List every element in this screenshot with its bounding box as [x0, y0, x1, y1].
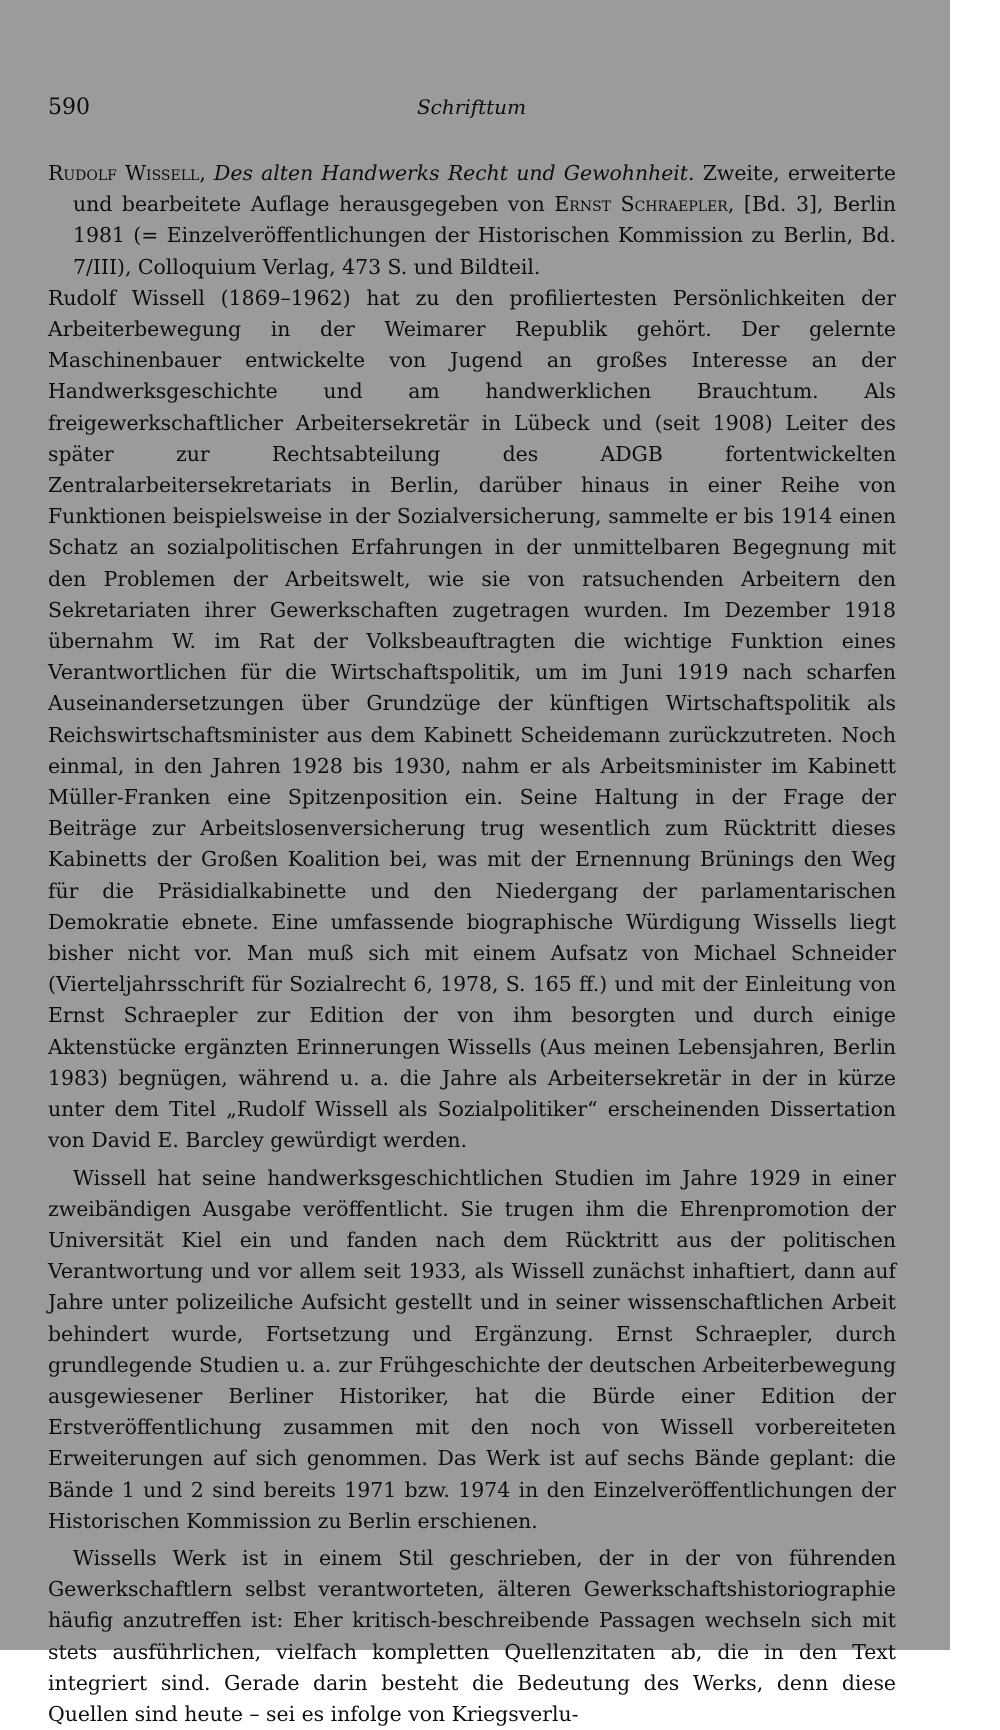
review-author: Rudolf Wissell	[48, 161, 200, 185]
review-author-separator: ,	[199, 161, 215, 185]
paragraph-2: Wissell hat seine handwerksgeschichtlichen Studien im Jahre 1929 in einer zweibändigen Ausgabe veröffentlicht. Sie trugen ihm die Ehrenpromotion der Universität Kiel ein und fanden nach dem Rücktritt aus der politischen Verantwortung und vor allem seit 1933, als Wissell zunächst inhaftiert, dann auf Jahre unter polizeiliche Aufsicht gestellt und in seiner wissenschaftlichen Arbeit behindert wurde, Fortsetzung und Ergänzung. Ernst Schraepler, durch grundlegende Studien u. a. zur Frühgeschichte der deutschen Arbeiterbewegung ausgewiesener Berliner Historiker, hat die Bürde einer Edition der Erstveröffentlichung zusammen mit den noch von Wissell vorbereiteten Erweiterungen auf sich genommen. Das Werk ist auf sechs Bände geplant: die Bände 1 und 2 sind bereits 1971 bzw. 1974 in den Einzelveröffentlichungen der Historischen Kommission zu Berlin erschienen.	[48, 1165, 896, 1533]
review-title: Des alten Handwerks Recht und Gewohnheit.	[214, 161, 695, 185]
bibliographic-entry	[48, 158, 896, 283]
review-edition-pre: Zweite, erweiterte und bearbeitete Auflage herausgegeben von	[73, 161, 897, 217]
page-number: 590	[48, 95, 90, 120]
running-head: Schrifttum	[416, 95, 527, 119]
paragraph-1: Rudolf Wissell (1869–1962) hat zu den profiliertesten Persönlichkeiten der Arbeiterbewegung in der Weimarer Republik gehört. Der gelernte Maschinenbauer entwickelte von Jugend an großes Interesse an der Handwerksgeschichte und am handwerklichen Brauchtum. Als freigewerkschaftlicher Arbeitersekretär in Lübeck und (seit 1908) Leiter des später zur Rechtsabteilung des ADGB fortentwickelten Zentralarbeitersekretariats in Berlin, darüber hinaus in einer Reihe von Funktionen beispielsweise in der Sozialversicherung, sammelte er bis 1914 einen Schatz an sozialpolitischen Erfahrungen in der unmittelbaren Begegnung mit den Problemen der Arbeitswelt, wie sie von ratsuchenden Arbeitern den Sekretariaten ihrer Gewerkschaften zugetragen wurden. Im Dezember 1918 übernahm W. im Rat der Volksbeauftragten die wichtige Funktion eines Verantwortlichen für die Wirtschaftspolitik, um im Juni 1919 nach scharfen Auseinandersetzungen über Grundzüge der künftigen Wirtschaftspolitik als Reichswirtschaftsminister aus dem Kabinett Scheidemann zurückzutreten. Noch einmal, in den Jahren 1928 bis 1930, nahm er als Arbeitsminister im Kabinett Müller-Franken eine Spitzenposition ein. Seine Haltung in der Frage der Beiträge zur Arbeitslosenversicherung trug wesentlich zum Rücktritt dieses Kabinetts der Großen Koalition bei, was mit der Ernennung Brünings den Weg für die Präsidialkabinette und den Niedergang der parlamentarischen Demokratie ebnete. Eine umfassende biographische Würdigung Wissells liegt bisher nicht vor. Man muß sich mit einem Aufsatz von Michael Schneider (Vierteljahrsschrift für Sozialrecht 6, 1978, S. 165 ff.) und mit der Einleitung von Ernst Schraepler zur Edition der von ihm besorgten und durch einige Aktenstücke ergänzten Erinnerungen Wissells (Aus meinen Lebensjahren, Berlin 1983) begnügen, während u. a. die Jahre als Arbeitersekretär in der in kürze unter dem Titel „Rudolf Wissell als Sozialpolitiker“ erscheinenden Dissertation von David E. Barcley gewürdigt werden.	[48, 285, 896, 1153]
review-editor: Ernst Schraepler	[554, 192, 728, 217]
page-header	[48, 95, 895, 125]
body-text	[48, 158, 896, 1730]
paragraph-3: Wissells Werk ist in einem Stil geschrieben, der in der von führenden Gewerkschaftlern selbst verantworteten, älteren Gewerkschaftshistoriographie häufig anzutreffen ist: Eher kritisch-beschreibende Passagen wechseln sich mit stets ausführlichen, vielfach kompletten Quellenzitaten ab, die in den Text integriert sind. Gerade darin besteht die Bedeutung des Werks, denn diese Quellen sind heute – sei es infolge von Kriegsverlu-	[48, 1545, 896, 1726]
review-edition-post: , [Bd. 3], Berlin 1981 (= Einzelveröffentlichungen der Historischen Kommission zu Berlin, Bd. 7/III), Colloquium Verlag, 473 S. und Bildteil.	[73, 192, 896, 279]
